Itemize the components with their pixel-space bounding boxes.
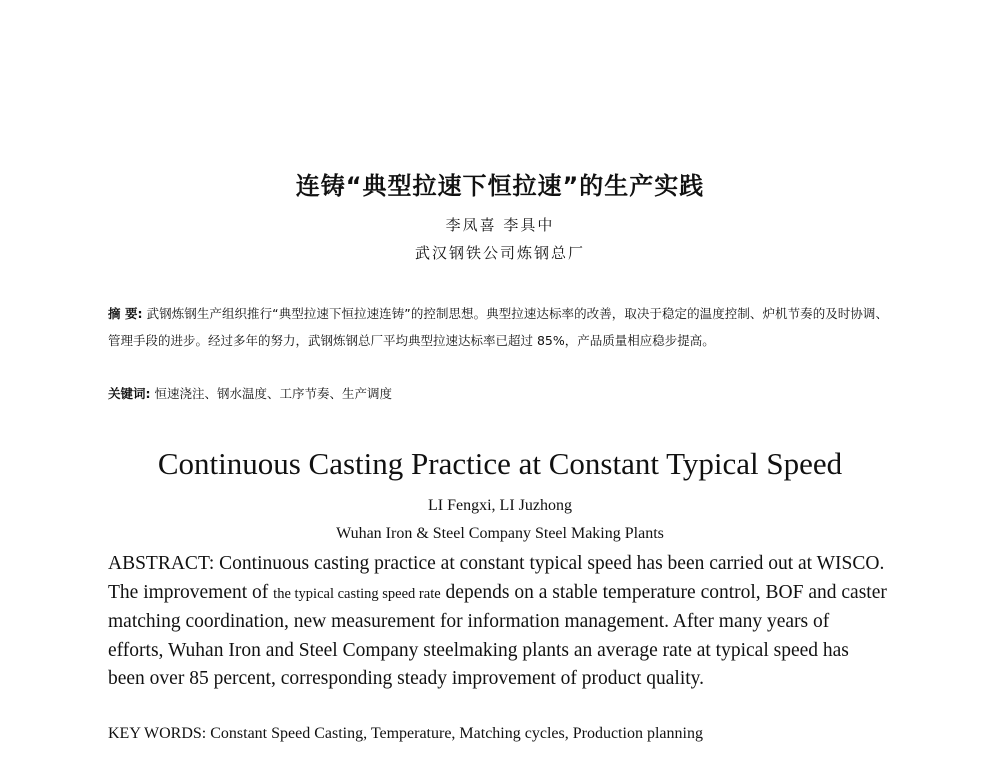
english-abstract-part1: ABSTRACT: Continuous casting practice at constant typical speed has been carried out at WISCO. The improvement of	[108, 553, 885, 603]
chinese-abstract	[108, 300, 888, 354]
english-abstract-part2: depends on a stable temperature control, BOF and caster matching coordination, new measurement for information management. After many years of efforts, Wuhan Iron and Steel Company steelmaking plants an average rate at typical speed has been over 85 percent, corresponding steady improvement of product quality.	[108, 581, 887, 689]
chinese-abstract-label: 摘 要:	[108, 306, 143, 321]
chinese-keywords	[108, 383, 888, 405]
english-abstract	[108, 550, 888, 694]
chinese-keywords-label: 关键词:	[108, 386, 151, 401]
chinese-keywords-text: 恒速浇注、钢水温度、工序节奏、生产调度	[154, 386, 392, 401]
english-abstract-small: the typical casting speed rate	[273, 585, 441, 602]
chinese-abstract-text: 武钢炼钢生产组织推行“典型拉速下恒拉速连铸”的控制思想。典型拉速达标率的改善，取决于稳定的温度控制、炉机节奏的及时协调、管理手段的进步。经过多年的努力，武钢炼钢总厂平均典型拉速达标率已超过 85%，产品质量相应稳步提高。	[108, 306, 888, 348]
chinese-title: 连铸“典型拉速下恒拉速”的生产实践	[295, 172, 705, 200]
chinese-affiliation: 武汉钢铁公司炼钢总厂	[414, 244, 585, 262]
english-title: Continuous Casting Practice at Constant Typical Speed	[157, 446, 843, 481]
english-keywords: KEY WORDS: Constant Speed Casting, Temperature, Matching cycles, Production planning	[108, 725, 703, 742]
chinese-authors: 李凤喜 李具中	[445, 216, 555, 234]
english-authors: LI Fengxi, LI Juzhong	[428, 497, 572, 514]
english-affiliation: Wuhan Iron & Steel Company Steel Making Plants	[336, 525, 664, 542]
